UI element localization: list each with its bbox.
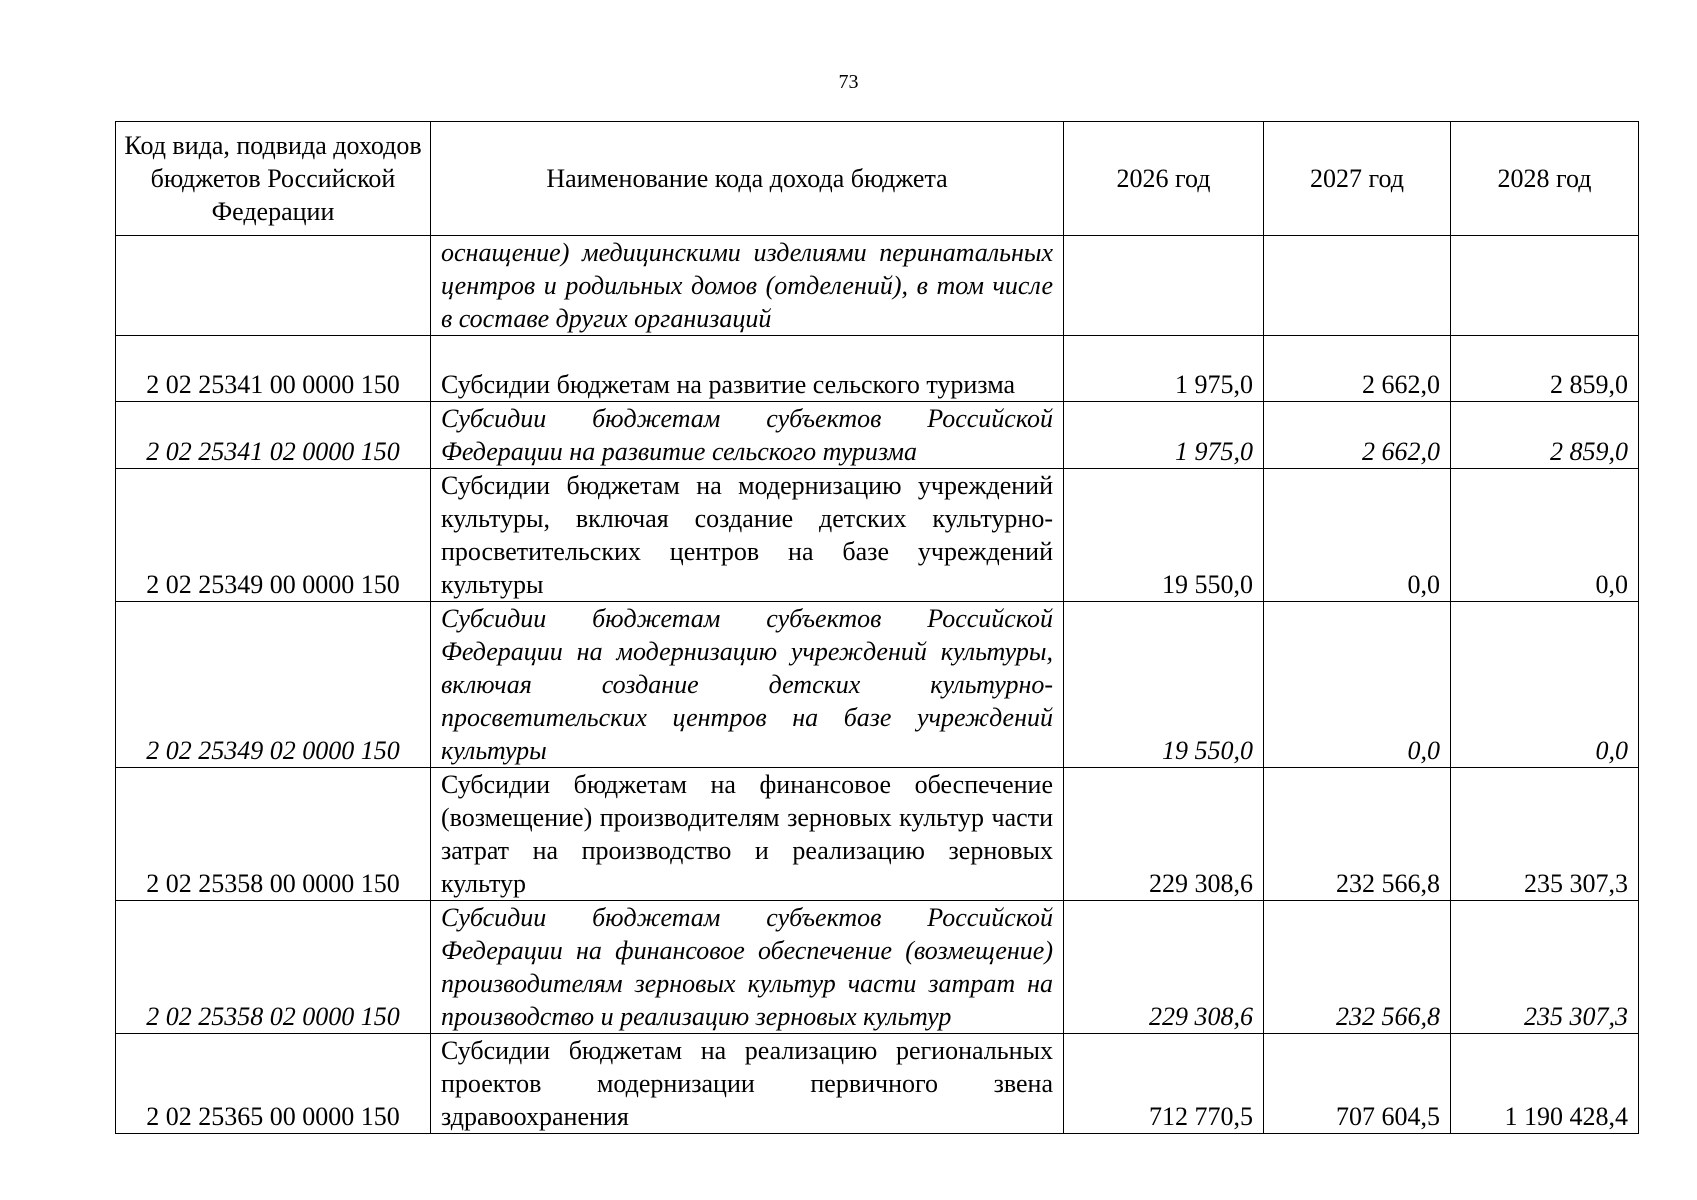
header-name: Наименование кода дохода бюджета	[431, 122, 1064, 236]
row-name: оснащение) медицинскими изделиями перинатальных центров и родильных домов (отделений), в том числе в составе других организаций	[431, 236, 1064, 336]
header-code: Код вида, подвида доходов бюджетов Российской Федерации	[116, 122, 431, 236]
row-value-2028: 2 859,0	[1451, 402, 1639, 469]
row-value-2026: 19 550,0	[1064, 602, 1264, 768]
header-2028: 2028 год	[1451, 122, 1639, 236]
row-value-2027	[1264, 236, 1451, 336]
row-value-2026: 19 550,0	[1064, 469, 1264, 602]
row-code: 2 02 25358 02 0000 150	[116, 901, 431, 1034]
row-value-2027: 2 662,0	[1264, 402, 1451, 469]
row-value-2027: 232 566,8	[1264, 768, 1451, 901]
header-2026: 2026 год	[1064, 122, 1264, 236]
row-value-2027: 2 662,0	[1264, 336, 1451, 402]
row-code: 2 02 25341 00 0000 150	[116, 336, 431, 402]
row-code: 2 02 25349 02 0000 150	[116, 602, 431, 768]
row-name: Субсидии бюджетам на финансовое обеспечение (возмещение) производителям зерновых культур части затрат на производство и реализацию зерновых культур	[431, 768, 1064, 901]
table-row	[116, 236, 1639, 336]
row-value-2026	[1064, 236, 1264, 336]
row-name: Субсидии бюджетам субъектов Российской Федерации на развитие сельского туризма	[431, 402, 1064, 469]
budget-revenue-table	[115, 121, 1639, 1134]
row-name: Субсидии бюджетам на развитие сельского туризма	[431, 336, 1064, 402]
row-value-2027: 707 604,5	[1264, 1034, 1451, 1134]
page-number: 73	[838, 71, 859, 93]
row-name: Субсидии бюджетам субъектов Российской Федерации на финансовое обеспечение (возмещение) производителям зерновых культур части затрат на производство и реализацию зерновых культур	[431, 901, 1064, 1034]
row-code: 2 02 25349 00 0000 150	[116, 469, 431, 602]
row-value-2028: 0,0	[1451, 602, 1639, 768]
row-value-2026: 1 975,0	[1064, 402, 1264, 469]
table-row	[116, 336, 1639, 402]
table-row	[116, 768, 1639, 901]
row-code: 2 02 25341 02 0000 150	[116, 402, 431, 469]
row-name: Субсидии бюджетам субъектов Российской Федерации на модернизацию учреждений культуры, включая создание детских культурно-просветительских центров на базе учреждений культуры	[431, 602, 1064, 768]
row-value-2026: 229 308,6	[1064, 901, 1264, 1034]
row-value-2028: 0,0	[1451, 469, 1639, 602]
row-name: Субсидии бюджетам на реализацию региональных проектов модернизации первичного звена здравоохранения	[431, 1034, 1064, 1134]
row-value-2026: 1 975,0	[1064, 336, 1264, 402]
row-value-2028: 1 190 428,4	[1451, 1034, 1639, 1134]
row-value-2026: 229 308,6	[1064, 768, 1264, 901]
row-value-2027: 0,0	[1264, 602, 1451, 768]
row-code: 2 02 25358 00 0000 150	[116, 768, 431, 901]
table-header-row	[116, 122, 1639, 236]
row-value-2028	[1451, 236, 1639, 336]
row-value-2028: 235 307,3	[1451, 768, 1639, 901]
table-row	[116, 602, 1639, 768]
table-row	[116, 402, 1639, 469]
table-row	[116, 901, 1639, 1034]
row-value-2028: 2 859,0	[1451, 336, 1639, 402]
row-value-2027: 0,0	[1264, 469, 1451, 602]
row-value-2028: 235 307,3	[1451, 901, 1639, 1034]
row-value-2026: 712 770,5	[1064, 1034, 1264, 1134]
row-value-2027: 232 566,8	[1264, 901, 1451, 1034]
table-row	[116, 1034, 1639, 1134]
row-code: 2 02 25365 00 0000 150	[116, 1034, 431, 1134]
row-name: Субсидии бюджетам на модернизацию учреждений культуры, включая создание детских культурно-просветительских центров на базе учреждений культуры	[431, 469, 1064, 602]
row-code	[116, 236, 431, 336]
table-row	[116, 469, 1639, 602]
header-2027: 2027 год	[1264, 122, 1451, 236]
